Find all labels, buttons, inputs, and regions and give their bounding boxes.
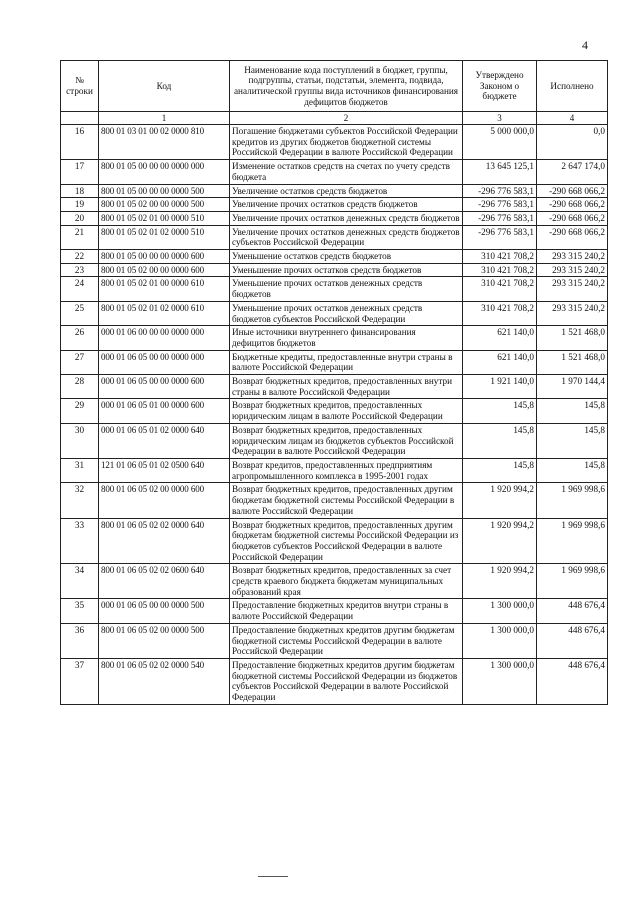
row-number: 20 <box>61 211 99 225</box>
row-approved: 310 421 708,2 <box>463 250 537 264</box>
row-approved: 310 421 708,2 <box>463 301 537 325</box>
row-executed: 1 970 144,4 <box>537 375 608 399</box>
row-number: 35 <box>61 599 99 623</box>
row-name: Уменьшение прочих остатков денежных средств бюджетов субъектов Российской Федерации <box>230 301 463 325</box>
row-executed: 293 315 240,2 <box>537 250 608 264</box>
table-row <box>61 623 608 658</box>
row-name: Возврат бюджетных кредитов, предоставленных юридическим лицам из бюджетов субъектов Российской Федерации в валюте Российской Федерации <box>230 423 463 458</box>
row-name: Возврат бюджетных кредитов, предоставленных за счет средств краевого бюджета бюджетам муниципальных образований края <box>230 564 463 599</box>
row-approved: 310 421 708,2 <box>463 263 537 277</box>
header-code: Код <box>99 61 230 112</box>
row-code: 800 01 06 05 02 00 0000 600 <box>99 483 230 518</box>
row-approved: 145,8 <box>463 458 537 482</box>
row-approved: 5 000 000,0 <box>463 125 537 160</box>
row-code: 000 01 06 05 00 00 0000 500 <box>99 599 230 623</box>
row-approved: 310 421 708,2 <box>463 277 537 301</box>
row-code: 000 01 06 05 00 00 0000 000 <box>99 350 230 374</box>
row-approved: 1 920 994,2 <box>463 518 537 564</box>
row-executed: 448 676,4 <box>537 599 608 623</box>
column-index: 1 <box>99 112 230 125</box>
row-name: Предоставление бюджетных кредитов другим бюджетам бюджетной системы Российской Федерации в валюте Российской Федерации <box>230 623 463 658</box>
row-approved: -296 776 583,1 <box>463 198 537 212</box>
row-code: 800 01 05 02 01 00 0000 610 <box>99 277 230 301</box>
row-approved: -296 776 583,1 <box>463 184 537 198</box>
row-approved: 621 140,0 <box>463 326 537 350</box>
row-code: 800 01 05 02 00 00 0000 500 <box>99 198 230 212</box>
row-name: Увеличение прочих остатков денежных средств бюджетов субъектов Российской Федерации <box>230 225 463 249</box>
row-approved: 1 300 000,0 <box>463 623 537 658</box>
row-name: Возврат бюджетных кредитов, предоставленных другим бюджетам бюджетной системы Российской Федерации в валюте Российской Федерации <box>230 483 463 518</box>
row-approved: 621 140,0 <box>463 350 537 374</box>
row-number: 31 <box>61 458 99 482</box>
row-approved: -296 776 583,1 <box>463 211 537 225</box>
table-body <box>61 125 608 705</box>
row-number: 21 <box>61 225 99 249</box>
row-approved: 145,8 <box>463 399 537 423</box>
row-number: 18 <box>61 184 99 198</box>
row-number: 26 <box>61 326 99 350</box>
row-executed: 145,8 <box>537 423 608 458</box>
row-code: 121 01 06 05 01 02 0500 640 <box>99 458 230 482</box>
table-row <box>61 184 608 198</box>
row-code: 800 01 06 05 02 02 0000 640 <box>99 518 230 564</box>
row-code: 800 01 06 05 02 02 0000 540 <box>99 658 230 704</box>
row-code: 800 01 03 01 00 02 0000 810 <box>99 125 230 160</box>
row-executed: -290 668 066,2 <box>537 211 608 225</box>
table-row <box>61 125 608 160</box>
table-row <box>61 277 608 301</box>
column-index-row <box>61 112 608 125</box>
row-number: 33 <box>61 518 99 564</box>
row-name: Уменьшение прочих остатков денежных средств бюджетов <box>230 277 463 301</box>
row-code: 800 01 05 02 01 00 0000 510 <box>99 211 230 225</box>
row-number: 37 <box>61 658 99 704</box>
table-row <box>61 350 608 374</box>
row-name: Предоставление бюджетных кредитов другим бюджетам бюджетной системы Российской Федерации из бюджетов субъектов Российской Федерации в валюте Российской Федерации <box>230 658 463 704</box>
row-number: 24 <box>61 277 99 301</box>
row-code: 000 01 06 05 01 00 0000 600 <box>99 399 230 423</box>
table-row <box>61 423 608 458</box>
table-row <box>61 658 608 704</box>
row-executed: 1 969 998,6 <box>537 483 608 518</box>
row-executed: -290 668 066,2 <box>537 184 608 198</box>
table-row <box>61 160 608 184</box>
page-number: 4 <box>582 38 588 52</box>
row-approved: 1 920 994,2 <box>463 564 537 599</box>
table-row <box>61 198 608 212</box>
row-executed: -290 668 066,2 <box>537 225 608 249</box>
row-executed: 1 521 468,0 <box>537 326 608 350</box>
column-index: 3 <box>463 112 537 125</box>
table-row <box>61 483 608 518</box>
row-executed: 1 521 468,0 <box>537 350 608 374</box>
row-approved: 1 300 000,0 <box>463 658 537 704</box>
row-executed: 2 647 174,0 <box>537 160 608 184</box>
table-row <box>61 564 608 599</box>
table-header-row <box>61 61 608 112</box>
row-approved: 1 921 140,0 <box>463 375 537 399</box>
row-code: 800 01 05 02 00 00 0000 600 <box>99 263 230 277</box>
row-number: 19 <box>61 198 99 212</box>
row-name: Возврат бюджетных кредитов, предоставленных другим бюджетам бюджетной системы Российской Федерации из бюджетов субъектов Российской Федерации в валюте Российской Федерации <box>230 518 463 564</box>
row-executed: 293 315 240,2 <box>537 277 608 301</box>
table-row <box>61 458 608 482</box>
header-approved: Утверждено Законом о бюджете <box>463 61 537 112</box>
row-code: 000 01 06 05 01 02 0000 640 <box>99 423 230 458</box>
header-name: Наименование кода поступлений в бюджет, группы, подгруппы, статьи, подстатьи, элемента, подвида, аналитической группы вида источников финансирования дефицитов бюджетов <box>230 61 463 112</box>
row-name: Уменьшение прочих остатков средств бюджетов <box>230 263 463 277</box>
row-name: Увеличение остатков средств бюджетов <box>230 184 463 198</box>
row-executed: 448 676,4 <box>537 623 608 658</box>
row-name: Увеличение прочих остатков средств бюджетов <box>230 198 463 212</box>
table-row <box>61 326 608 350</box>
row-number: 34 <box>61 564 99 599</box>
row-name: Изменение остатков средств на счетах по учету средств бюджета <box>230 160 463 184</box>
row-name: Возврат кредитов, предоставленных предприятиям агропромышленного комплекса в 1995-2001 годах <box>230 458 463 482</box>
table-row <box>61 225 608 249</box>
row-executed: 145,8 <box>537 399 608 423</box>
row-name: Возврат бюджетных кредитов, предоставленных внутри страны в валюте Российской Федерации <box>230 375 463 399</box>
row-name: Возврат бюджетных кредитов, предоставленных юридическим лицам в валюте Российской Федерации <box>230 399 463 423</box>
row-name: Погашение бюджетами субъектов Российской Федерации кредитов из других бюджетов бюджетной системы Российской Федерации в валюте Российской Федерации <box>230 125 463 160</box>
row-number: 27 <box>61 350 99 374</box>
table-row <box>61 250 608 264</box>
row-code: 800 01 05 02 01 02 0000 510 <box>99 225 230 249</box>
column-index-blank <box>61 112 99 125</box>
row-code: 800 01 05 02 01 02 0000 610 <box>99 301 230 325</box>
row-number: 30 <box>61 423 99 458</box>
row-executed: 1 969 998,6 <box>537 518 608 564</box>
row-name: Бюджетные кредиты, предоставленные внутри страны в валюте Российской Федерации <box>230 350 463 374</box>
row-code: 000 01 06 00 00 00 0000 000 <box>99 326 230 350</box>
row-executed: 448 676,4 <box>537 658 608 704</box>
row-name: Иные источники внутреннего финансирования дефицитов бюджетов <box>230 326 463 350</box>
row-approved: 1 920 994,2 <box>463 483 537 518</box>
table-row <box>61 263 608 277</box>
budget-sources-table <box>60 60 608 705</box>
row-name: Уменьшение остатков средств бюджетов <box>230 250 463 264</box>
header-row-number: № строки <box>61 61 99 112</box>
row-code: 800 01 05 00 00 00 0000 500 <box>99 184 230 198</box>
table-row <box>61 518 608 564</box>
table-row <box>61 399 608 423</box>
row-code: 800 01 06 05 02 02 0600 640 <box>99 564 230 599</box>
row-code: 800 01 05 00 00 00 0000 600 <box>99 250 230 264</box>
row-name: Предоставление бюджетных кредитов внутри страны в валюте Российской Федерации <box>230 599 463 623</box>
row-executed: 1 969 998,6 <box>537 564 608 599</box>
row-number: 32 <box>61 483 99 518</box>
row-number: 16 <box>61 125 99 160</box>
row-code: 800 01 05 00 00 00 0000 000 <box>99 160 230 184</box>
row-number: 17 <box>61 160 99 184</box>
row-approved: 13 645 125,1 <box>463 160 537 184</box>
row-approved: -296 776 583,1 <box>463 225 537 249</box>
row-number: 29 <box>61 399 99 423</box>
row-code: 000 01 06 05 00 00 0000 600 <box>99 375 230 399</box>
table-row <box>61 301 608 325</box>
bottom-divider <box>258 876 288 877</box>
table-row <box>61 375 608 399</box>
row-approved: 1 300 000,0 <box>463 599 537 623</box>
column-index: 2 <box>230 112 463 125</box>
row-executed: 145,8 <box>537 458 608 482</box>
table-row <box>61 599 608 623</box>
row-number: 28 <box>61 375 99 399</box>
row-code: 800 01 06 05 02 00 0000 500 <box>99 623 230 658</box>
row-executed: 293 315 240,2 <box>537 301 608 325</box>
row-approved: 145,8 <box>463 423 537 458</box>
column-index: 4 <box>537 112 608 125</box>
header-executed: Исполнено <box>537 61 608 112</box>
row-executed: 293 315 240,2 <box>537 263 608 277</box>
row-executed: -290 668 066,2 <box>537 198 608 212</box>
row-number: 25 <box>61 301 99 325</box>
row-number: 22 <box>61 250 99 264</box>
table-row <box>61 211 608 225</box>
row-number: 23 <box>61 263 99 277</box>
row-name: Увеличение прочих остатков денежных средств бюджетов <box>230 211 463 225</box>
row-executed: 0,0 <box>537 125 608 160</box>
row-number: 36 <box>61 623 99 658</box>
